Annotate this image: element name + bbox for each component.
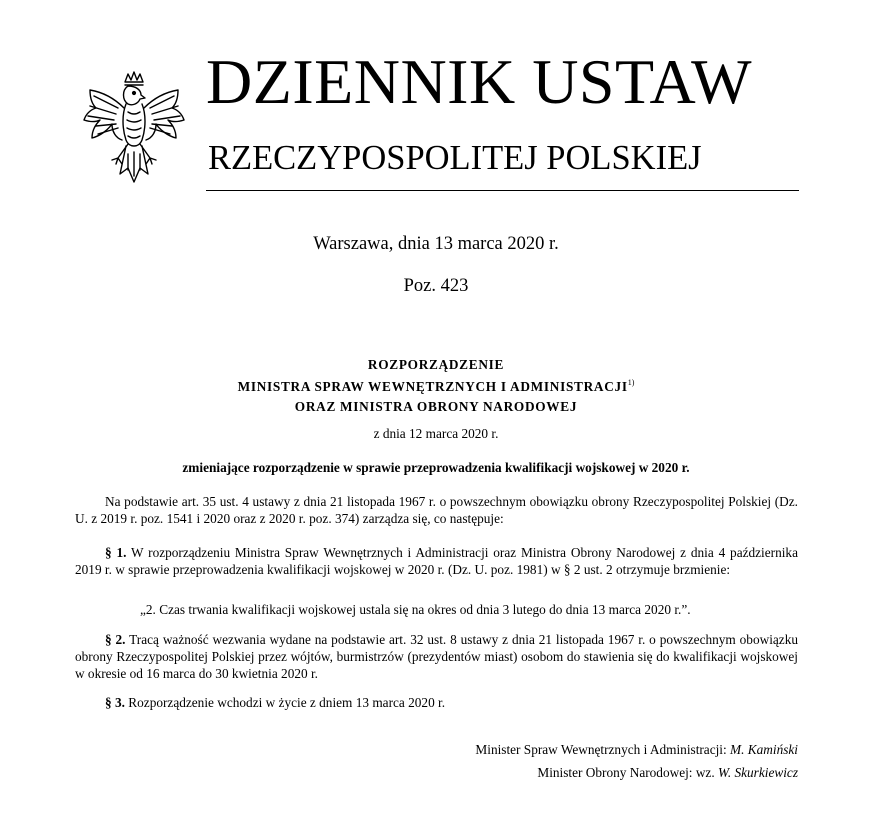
journal-subtitle: RZECZYPOSPOLITEJ POLSKIEJ xyxy=(208,139,702,177)
section-3 xyxy=(75,694,798,711)
section-2 xyxy=(75,631,798,682)
amendment-quote: „2. Czas trwania kwalifikacji wojskowej ustala się na okres od dnia 3 lutego do dnia 13 marca 2020 r.”. xyxy=(140,602,691,617)
section-1 xyxy=(75,544,798,578)
publication-date: Warszawa, dnia 13 marca 2020 r. xyxy=(313,234,559,254)
issuer-line-2: ORAZ MINISTRA OBRONY NARODOWEJ xyxy=(294,399,578,414)
section-3-text: Rozporządzenie wchodzi w życie z dniem 13 marca 2020 r. xyxy=(128,695,446,710)
section-1-text: W rozporządzeniu Ministra Spraw Wewnętrznych i Administracji oraz Ministra Obrony Narodowej z dnia 4 października 2019 r. w sprawie przeprowadzenia kwalifikacji wojskowej w 2020 r. (Dz. U. poz. 1981) w § 2 ust. 2 otrzymuje brzmienie: xyxy=(75,545,798,577)
position-number: Poz. 423 xyxy=(403,276,469,296)
section-3-label: § 3. xyxy=(105,695,125,710)
section-2-label: § 2. xyxy=(105,632,126,647)
signature-name: W. Skurkiewicz xyxy=(717,765,798,780)
signature-role: Minister Obrony Narodowej: wz. xyxy=(537,765,715,780)
signature-interior-minister xyxy=(475,742,798,758)
section-2-text: Tracą ważność wezwania wydane na podstawie art. 32 ust. 8 ustawy z dnia 21 listopada 1967 r. o powszechnym obowiązku obrony Rzeczypospolitej Polskiej przez wójtów, burmistrzów (prezydentów miast) osobom do stawienia się do kwalifikacji wojskowej w okresie od 16 marca do 30 kwietnia 2020 r. xyxy=(75,632,798,681)
issuer-line-1-text: MINISTRA SPRAW WEWNĘTRZNYCH I ADMINISTRACJI xyxy=(237,379,628,394)
section-1-label: § 1. xyxy=(105,545,127,560)
act-subject: zmieniające rozporządzenie w sprawie przeprowadzenia kwalifikacji wojskowej w 2020 r. xyxy=(182,460,690,475)
signature-role: Minister Spraw Wewnętrznych i Administracji: xyxy=(475,742,727,757)
header-divider xyxy=(206,190,799,191)
issuer-line-1 xyxy=(0,378,872,395)
act-type: ROZPORZĄDZENIE xyxy=(367,357,505,372)
polish-eagle-emblem-icon xyxy=(78,68,190,190)
footnote-mark: 1) xyxy=(627,378,635,387)
journal-title: DZIENNIK USTAW xyxy=(206,46,752,117)
signature-defence-minister xyxy=(537,765,798,781)
signature-name: M. Kamiński xyxy=(730,742,798,757)
act-date: z dnia 12 marca 2020 r. xyxy=(373,426,499,441)
preamble-paragraph: Na podstawie art. 35 ust. 4 ustawy z dnia 21 listopada 1967 r. o powszechnym obowiązku obrony Rzeczypospolitej Polskiej (Dz. U. z 2019 r. poz. 1541 i 2020 oraz z 2020 r. poz. 374) zarządza się, co następuje: xyxy=(75,494,798,526)
